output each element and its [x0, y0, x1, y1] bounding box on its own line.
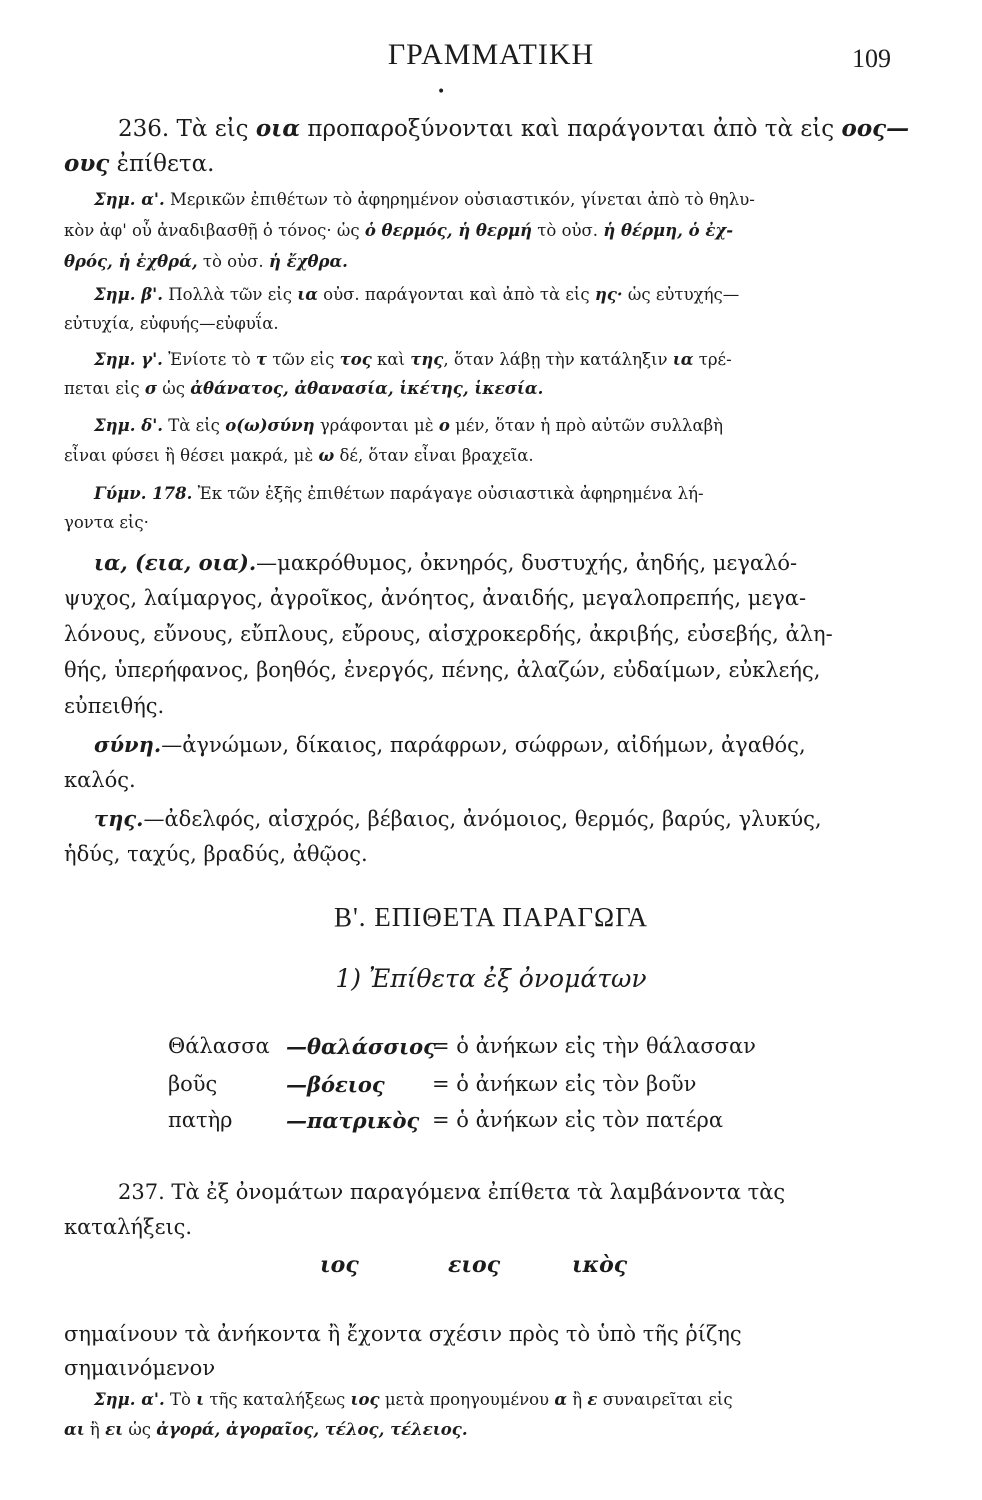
- exercise-178-line-2: γοντα εἰς·: [64, 513, 149, 532]
- example-definition: = ὁ ἀνήκων εἰς τὸν πατέρα: [432, 1108, 724, 1132]
- paragraph-237-line-2: καταλήξεις.: [64, 1215, 193, 1239]
- example-noun: πατὴρ: [168, 1108, 233, 1132]
- paragraph-237-line-1: 237. Τὰ ἐξ ὀνομάτων παραγόμενα ἐπίθετα τὰ λαμβάνοντα τὰς: [118, 1180, 786, 1204]
- paragraph-237-line-3: σημαίνουν τὰ ἀνήκοντα ἢ ἔχοντα σχέσιν πρὸς τὸ ὑπὸ τῆς ῥίζης: [64, 1322, 742, 1346]
- note-a-line-1: Σημ. α'. Μερικῶν ἐπιθέτων τὸ ἀφηρημένον οὐσιαστικόν, γίνεται ἀπὸ τὸ θηλυ-: [94, 190, 755, 209]
- note-d-line-1: Σημ. δ'. Τὰ εἰς ο(ω)σύνη γράφονται μὲ ο μέν, ὅταν ἡ πρὸ αὐτῶν συλλαβὴ: [94, 416, 724, 435]
- note-c-line-1: Σημ. γ'. Ἐνίοτε τὸ τ τῶν εἰς τος καὶ της, ὅταν λάβῃ τὴν κατάληξιν ια τρέ-: [94, 350, 732, 369]
- note-a-line-3: θρός, ἡ ἐχθρά, τὸ οὐσ. ἡ ἔχθρα.: [64, 252, 348, 271]
- example-noun: βοῦς: [168, 1072, 218, 1096]
- paragraph-237-line-4: σημαινόμενον: [64, 1356, 216, 1380]
- subsection-heading: 1) Ἐπίθετα ἐξ ὀνομάτων: [335, 964, 647, 993]
- page-number: 109: [852, 44, 891, 73]
- example-definition: = ὁ ἀνήκων εἰς τὴν θάλασσαν: [432, 1034, 756, 1058]
- note-b-line-1: Σημ. β'. Πολλὰ τῶν εἰς ια οὐσ. παράγονται καὶ ἀπὸ τὰ εἰς ης· ὡς εὐτυχής—: [94, 285, 740, 304]
- example-noun: Θάλασσα: [168, 1034, 270, 1058]
- note-c-line-2: πεται εἰς σ ὡς ἀθάνατος, ἀθανασία, ἱκέτης, ἱκεσία.: [64, 379, 544, 398]
- printer-dot: •: [437, 84, 446, 100]
- list-ia-line-3: λόνους, εὔνους, εὔπλους, εὔρους, αἰσχροκερδής, ἀκριβής, εὐσεβής, ἀλη-: [64, 622, 833, 646]
- list-ia-line-4: θής, ὑπερήφανος, βοηθός, ἐνεργός, πένης, ἀλαζών, εὐδαίμων, εὐκλεής,: [64, 658, 821, 682]
- ending-eios: ειος: [448, 1252, 501, 1278]
- note-d-line-2: εἶναι φύσει ἢ θέσει μακρά, μὲ ω δέ, ὅταν εἶναι βραχεῖα.: [64, 446, 534, 465]
- paragraph-236-line-1: 236. Τὰ εἰς οια προπαροξύνονται καὶ παράγονται ἀπὸ τὰ εἰς οος—: [118, 115, 910, 142]
- note-a2-line-2: αι ἢ ει ὡς ἀγορά, ἀγοραῖος, τέλος, τέλειος.: [64, 1420, 468, 1439]
- exercise-178-line-1: Γύμν. 178. Ἐκ τῶν ἑξῆς ἐπιθέτων παράγαγε οὐσιαστικὰ ἀφηρημένα λή-: [94, 484, 704, 503]
- note-b-line-2: εὐτυχία, εὐφυής—εὐφυΐα.: [64, 314, 279, 333]
- list-ia-line-5: εὐπειθής.: [64, 694, 165, 718]
- note-a2-line-1: Σημ. α'. Τὸ ι τῆς καταλήξεως ιος μετὰ προηγουμένου α ἢ ε συναιρεῖται εἰς: [94, 1390, 733, 1409]
- example-adjective: —πατρικὸς: [286, 1108, 420, 1133]
- paragraph-236-line-2: ους ἐπίθετα.: [64, 150, 215, 177]
- list-ia-line-1: ια, (εια, οια).—μακρόθυμος, ὀκνηρός, δυστυχής, ἀηδής, μεγαλό-: [94, 550, 798, 575]
- running-title: ΓΡΑΜΜΑΤΙΚΗ: [387, 38, 595, 71]
- example-adjective: —βόειος: [286, 1072, 385, 1097]
- note-a-line-2: κὸν ἀφ' οὗ ἀναδιβασθῇ ὁ τόνος· ὡς ὁ θερμός, ἡ θερμή τὸ οὐσ. ἡ θέρμη, ὁ ἐχ-: [64, 221, 734, 240]
- list-tis-line-1: της.—ἀδελφός, αἰσχρός, βέβαιος, ἀνόμοιος, θερμός, βαρύς, γλυκύς,: [94, 806, 822, 831]
- list-syni-line-2: καλός.: [64, 768, 136, 792]
- list-ia-line-2: ψυχος, λαίμαργος, ἀγροῖκος, ἀνόητος, ἀναιδής, μεγαλοπρεπής, μεγα-: [64, 586, 807, 610]
- list-tis-line-2: ἡδύς, ταχύς, βραδύς, ἀθῷος.: [64, 842, 368, 866]
- ending-ikos: ικὸς: [572, 1252, 628, 1278]
- example-adjective: —θαλάσσιος: [286, 1034, 436, 1059]
- section-heading: Β'. ΕΠΙΘΕΤΑ ΠΑΡΑΓΩΓΑ: [333, 902, 649, 932]
- ending-ios: ιος: [320, 1252, 359, 1278]
- example-definition: = ὁ ἀνήκων εἰς τὸν βοῦν: [432, 1072, 697, 1096]
- list-syni-line-1: σύνη.—ἀγνώμων, δίκαιος, παράφρων, σώφρων, αἰδήμων, ἀγαθός,: [94, 732, 806, 757]
